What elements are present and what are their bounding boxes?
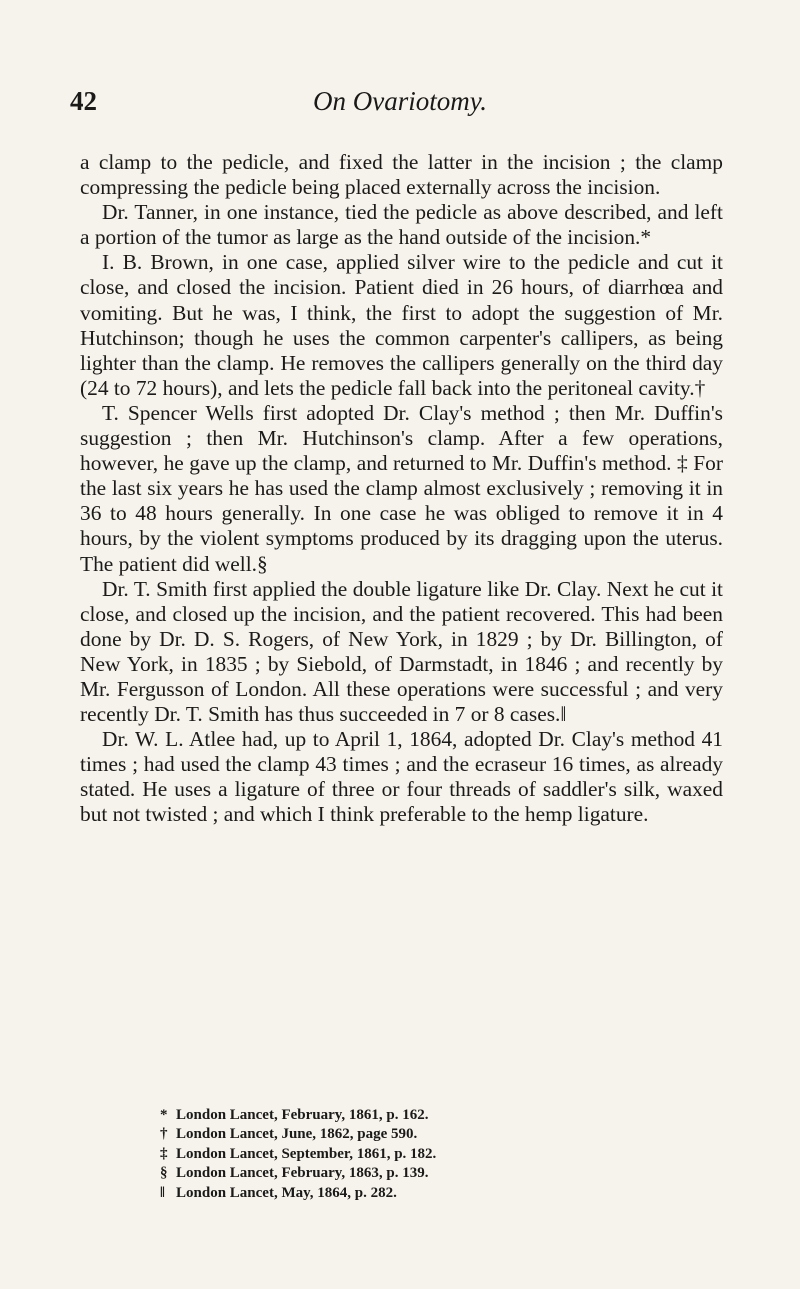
footnote-mark: ‖ [160, 1184, 165, 1201]
paragraph: Dr. W. L. Atlee had, up to April 1, 1864, adopted Dr. Clay's method 41 times ; had used the clamp 43 times ; and the ecraseur 16 times, as already stated. He uses a ligature of three or four threads of saddler's silk, waxed but not twisted ; and which I think preferable to the hemp ligature. [80, 727, 723, 827]
footnotes [160, 1106, 720, 1203]
footnote-mark: ‡ [160, 1145, 168, 1162]
paragraph: Dr. T. Smith first applied the double ligature like Dr. Clay. Next he cut it close, and closed up the incision, and the patient recovered. This had been done by Dr. D. S. Rogers, of New York, in 1829 ; by Dr. Billington, of New York, in 1835 ; by Siebold, of Darmstadt, in 1846 ; and recently by Mr. Fergusson of London. All these operations were successful ; and very recently Dr. T. Smith has thus succeeded in 7 or 8 cases.‖ [80, 576, 723, 727]
paragraph: T. Spencer Wells first adopted Dr. Clay's method ; then Mr. Duffin's suggestion ; then Mr. Hutchinson's clamp. After a few operations, however, he gave up the clamp, and returned to Mr. Duffin's method. ‡ For the last six years he has used the clamp almost exclusively ; removing it in 36 to 48 hours generally. In one case he was obliged to remove it in 4 hours, by the violent symptoms produced by its dragging upon the uterus. The patient did well.§ [80, 400, 723, 576]
paragraph: Dr. Tanner, in one instance, tied the pedicle as above described, and left a portion of the tumor as large as the hand outside of the incision.* [80, 200, 723, 250]
footnote-text: London Lancet, May, 1864, p. 282. [176, 1184, 397, 1201]
running-title: On Ovariotomy. [313, 86, 487, 116]
footnote-mark: § [160, 1165, 168, 1182]
footnote [160, 1125, 720, 1144]
footnote [160, 1145, 720, 1164]
footnote-text: London Lancet, February, 1863, p. 139. [176, 1165, 429, 1182]
footnote-mark: † [160, 1126, 168, 1143]
page-number: 42 [70, 86, 97, 116]
body-text [80, 150, 723, 828]
footnote [160, 1164, 720, 1183]
footnote [160, 1184, 720, 1203]
footnote-text: London Lancet, June, 1862, page 590. [176, 1126, 418, 1143]
paragraph: a clamp to the pedicle, and fixed the latter in the incision ; the clamp compressing the pedicle being placed externally across the incision. [80, 150, 723, 200]
footnote-text: London Lancet, September, 1861, p. 182. [176, 1145, 437, 1162]
footnote-text: London Lancet, February, 1861, p. 162. [176, 1107, 429, 1123]
footnote [160, 1106, 720, 1125]
paragraph: I. B. Brown, in one case, applied silver wire to the pedicle and cut it close, and closed the incision. Patient died in 26 hours, of diarrhœa and vomiting. But he was, I think, the first to adopt the suggestion of Mr. Hutchinson; though he uses the common carpenter's callipers, as being lighter than the clamp. He removes the callipers generally on the third day (24 to 72 hours), and lets the pedicle fall back into the peritoneal cavity.† [80, 250, 723, 400]
page-header [70, 86, 730, 126]
footnote-mark: * [160, 1107, 168, 1123]
